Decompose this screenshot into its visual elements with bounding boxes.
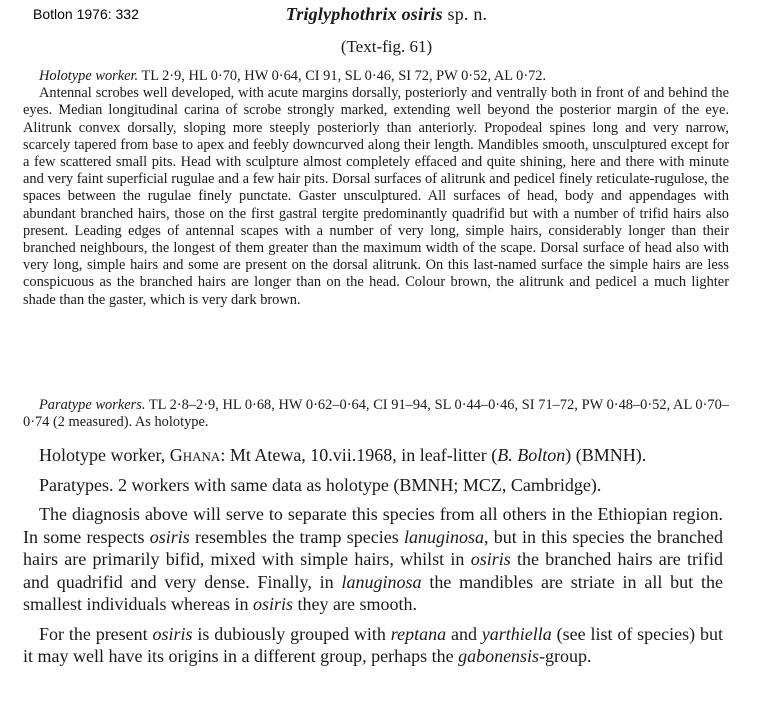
species-title (0, 4, 773, 25)
main-text (23, 444, 723, 675)
figure-reference: (Text-fig. 61) (340, 37, 433, 56)
discussion-paragraph-1: The diagnosis above will serve to separate this species from all others in the Ethiopian region. In some respects osiris resembles the tramp species lanuginosa, but in this species the branched hairs are primarily bifid, mixed with simple hairs, whilst in osiris the branched hairs are trifid and quadrifid and very dense. Finally, in lanuginosa the mandibles are striate in all but the smallest individuals whereas in osiris they are smooth. (23, 504, 723, 614)
country-name: Ghana (169, 445, 221, 465)
species-suffix: sp. n. (442, 4, 488, 24)
holotype-text: Antennal scrobes well developed, with acute margins dorsally, posteriorly and ventrally both in front of and behind the eyes. Median longitudinal carina of scrobe strongly marked, extending well beyond the posterior margin of the eye. Alitrunk convex dorsally, sloping more steeply posteriorly than anteriorly. Propodeal spines long and very narrow, scarcely tapered from base to apex and feebly downcurved along their length. Mandibles smooth, unsculptured except for a few scattered small pits. Head with sculpture almost completely effaced and quite shining, here and there with minute and very faint superficial rugulae and a few hair pits. Dorsal surfaces of alitrunk and pedicel finely reticulate-rugulose, the spaces between the rugulae finely punctate. Gaster unsculptured. All surfaces of head, body and appendages with abundant branched hairs, those on the first gastral tergite predominantly quadrifid but with a number of trifid hairs also present. Leading edges of antennal scapes with a number of very long, simple hairs, considerably longer than their branched neighbours, the longest of them greater than the maximum width of the scape. Dorsal surface of head also with very long, simple hairs and some are present on the dorsal alitrunk. On this last-named surface the simple hairs are less conspicuous as the branched hairs are longer than on the head. Colour brown, the alitrunk and pedicel a much lighter shade than the gaster, which is very dark brown. (23, 85, 729, 308)
discussion-paragraph-2: For the present osiris is dubiously grouped with reptana and yarthiella (see list of species) but it may well have its origins in a different group, perhaps the gabonensis-group. (23, 623, 723, 666)
paratype-label: Paratype workers. (39, 397, 146, 413)
paratype-description (23, 397, 729, 431)
species-name: Triglyphothrix osiris (285, 4, 443, 24)
holotype-measurements: TL 2·9, HL 0·70, HW 0·64, CI 91, SL 0·46, SI 72, PW 0·52, AL 0·72. (138, 68, 547, 84)
collector-name: B. Bolton (497, 445, 566, 465)
holotype-label: Holotype worker. (39, 68, 139, 84)
paratype-material: Paratypes. 2 workers with same data as holotype (BMNH; MCZ, Cambridge). (39, 474, 602, 495)
holotype-material: Holotype worker, Ghana: Mt Atewa, 10.vii.1968, in leaf-litter (B. Bolton) (BMNH). (39, 445, 647, 465)
paratype-text: TL 2·8–2·9, HL 0·68, HW 0·62–0·64, CI 91–94, SL 0·44–0·46, SI 71–72, PW 0·48–0·52, AL 0·70–0·74 (2 measured). As holotype. (23, 397, 729, 431)
holotype-description (23, 68, 729, 309)
source-reference: Botlon 1976: 332 (33, 6, 139, 22)
